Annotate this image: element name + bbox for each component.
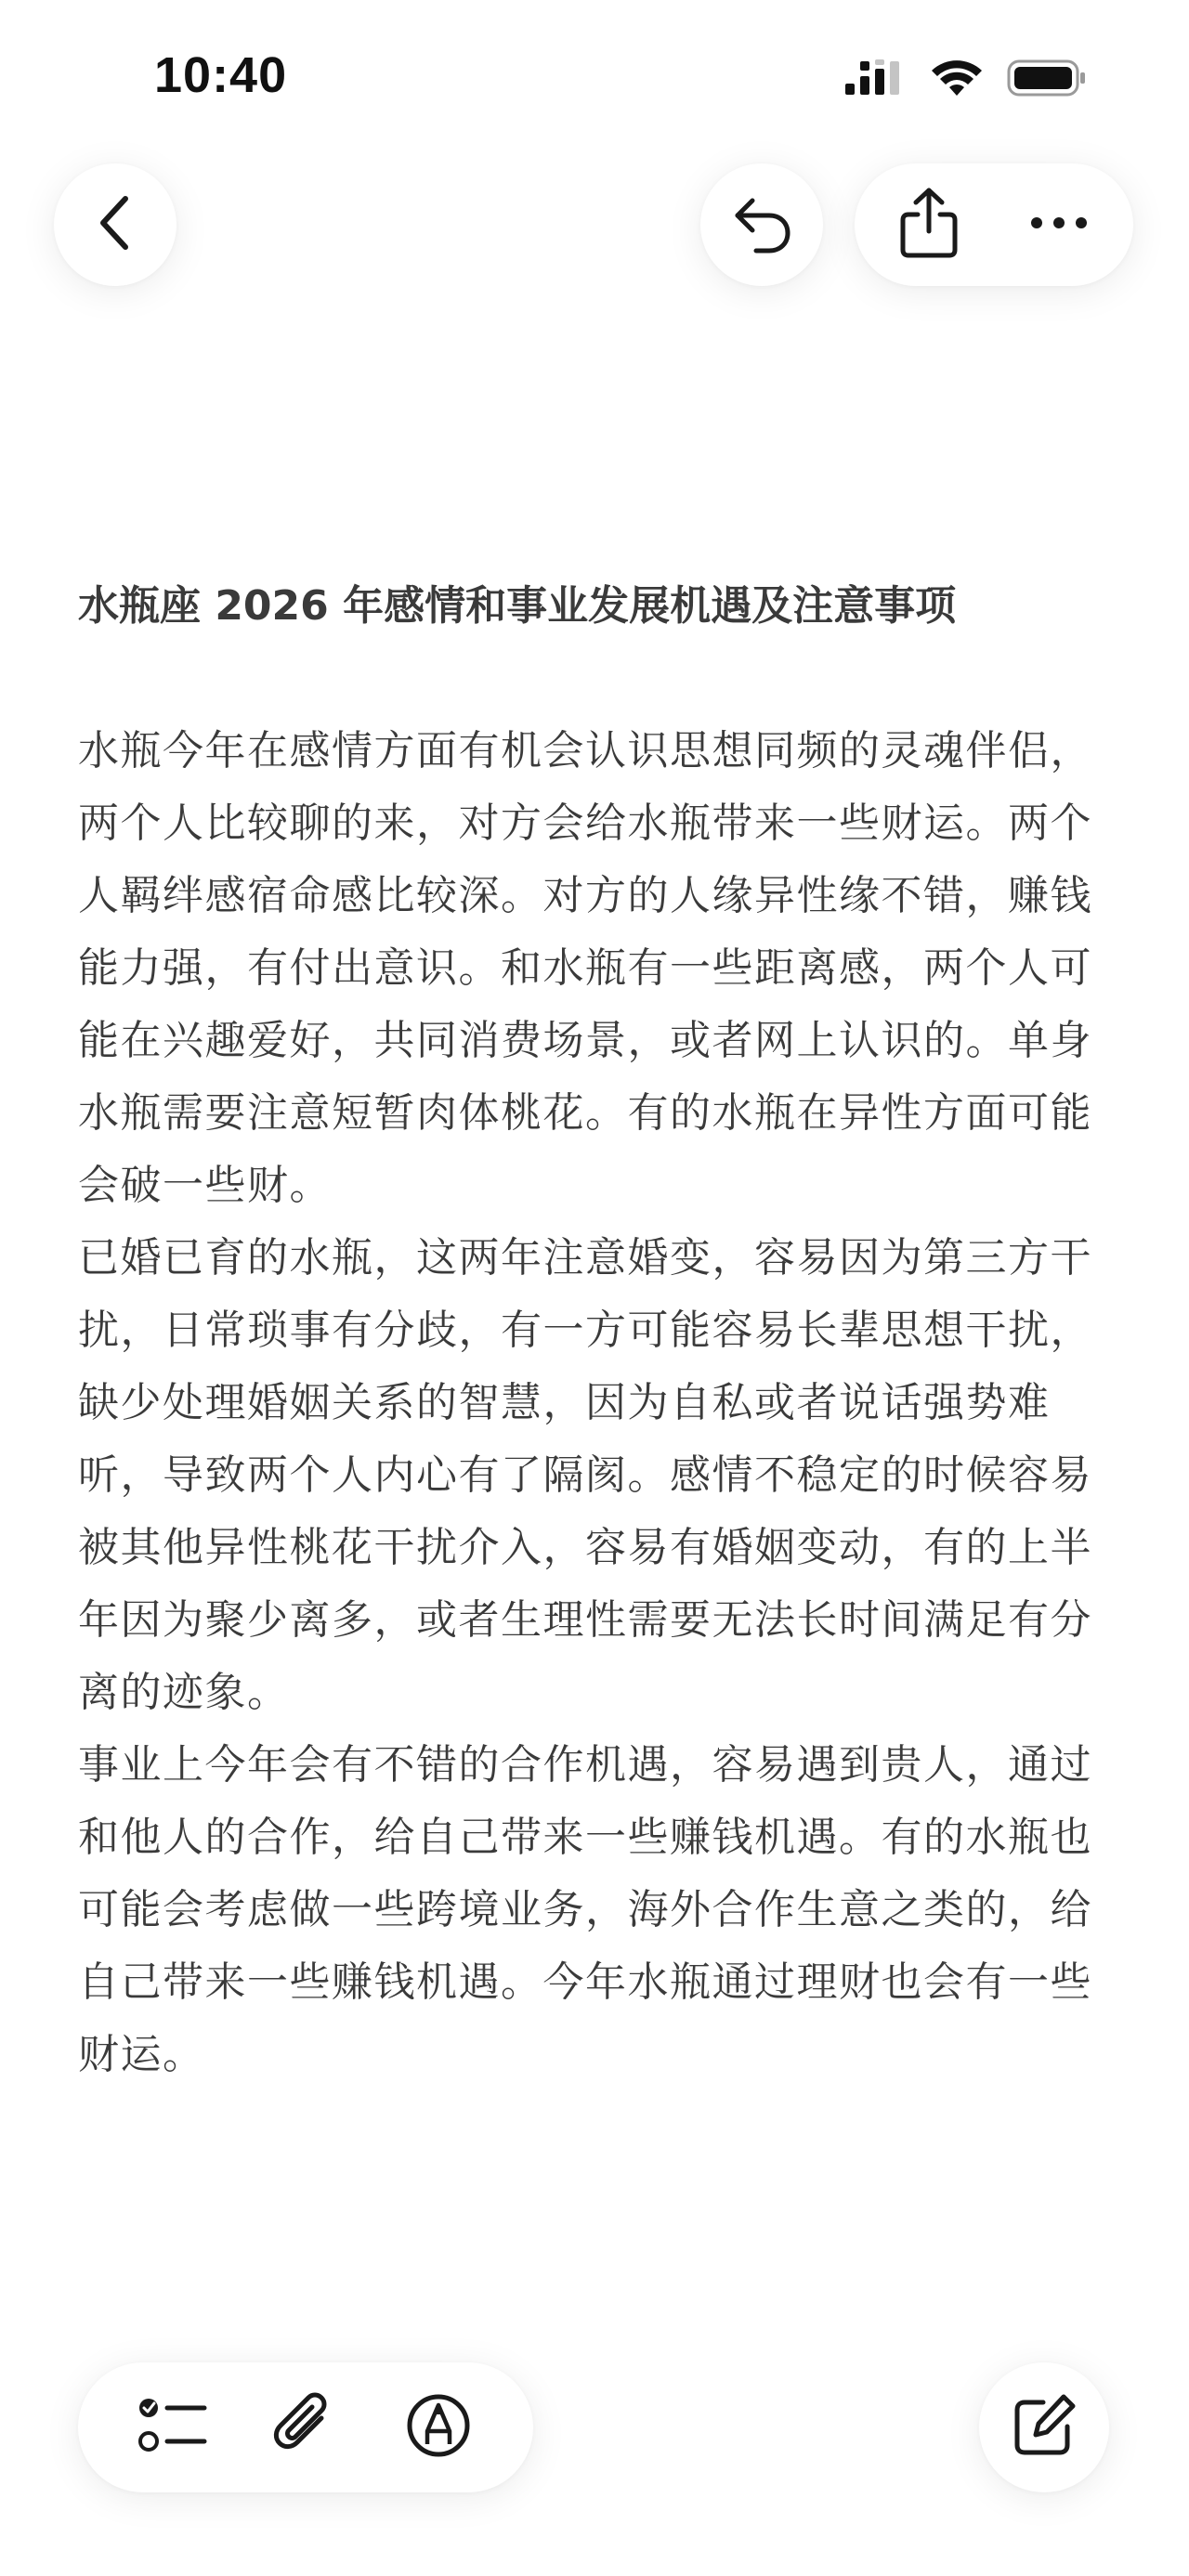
note-paragraph: 事业上今年会有不错的合作机遇，容易遇到贵人，通过和他人的合作，给自己带来一些赚钱机遇。有的水瓶也可能会考虑做一些跨境业务，海外合作生意之类的，给自己带来一些赚钱机遇。今年水瓶通过理财也会有一些财运。 [78,1741,1092,2078]
compose-icon [1012,2393,1077,2462]
markup-button[interactable] [383,2372,494,2483]
home-indicator-area [0,2544,1189,2576]
bottom-toolbar [78,2362,533,2492]
wifi-icon [931,59,983,101]
note-paragraph: 已婚已育的水瓶，这两年注意婚变，容易因为第三方干扰，日常琐事有分歧，有一方可能容易长辈思想干扰，缺少处理婚姻关系的智慧，因为自私或者说话强势难听，导致两个人内心有了隔阂。感情不稳定的时候容易被其他异性桃花干扰介入，容易有婚姻变动，有的上半年因为聚少离多，或者生理性需要无法长时间满足有分离的迹象。 [78,1234,1092,1716]
share-icon [899,187,959,263]
note-body[interactable] [78,715,1111,2091]
cellular-signal-icon [845,59,907,100]
undo-icon [728,189,795,260]
checklist-icon [137,2395,208,2460]
chevron-left-icon [92,193,138,256]
note-paragraph: 水瓶今年在感情方面有机会认识思想同频的灵魂伴侣，两个人比较聊的来，对方会给水瓶带来一些财运。两个人羁绊感宿命感比较深。对方的人缘异性缘不错，赚钱能力强，有付出意识。和水瓶有一些距离感，两个人可能在兴趣爱好，共同消费场景，或者网上认识的。单身水瓶需要注意短暂肉体桃花。有的水瓶在异性方面可能会破一些财。 [78,727,1092,1209]
compose-button[interactable] [979,2362,1109,2492]
status-bar [0,0,1189,139]
back-button[interactable] [54,163,176,286]
undo-button[interactable] [700,163,823,286]
status-time: 10:40 [154,47,288,103]
more-horizontal-icon [1029,215,1089,234]
more-button[interactable] [1003,169,1115,280]
attachment-button[interactable] [250,2372,361,2483]
note-title[interactable]: 水瓶座 2026 年感情和事业发展机遇及注意事项 [78,582,957,630]
paperclip-icon [273,2390,338,2465]
battery-icon [1007,59,1087,101]
pen-marker-icon [405,2392,472,2463]
checklist-button[interactable] [117,2372,229,2483]
note-actions-group [855,163,1133,286]
share-button[interactable] [873,169,985,280]
status-icons [845,59,1087,100]
